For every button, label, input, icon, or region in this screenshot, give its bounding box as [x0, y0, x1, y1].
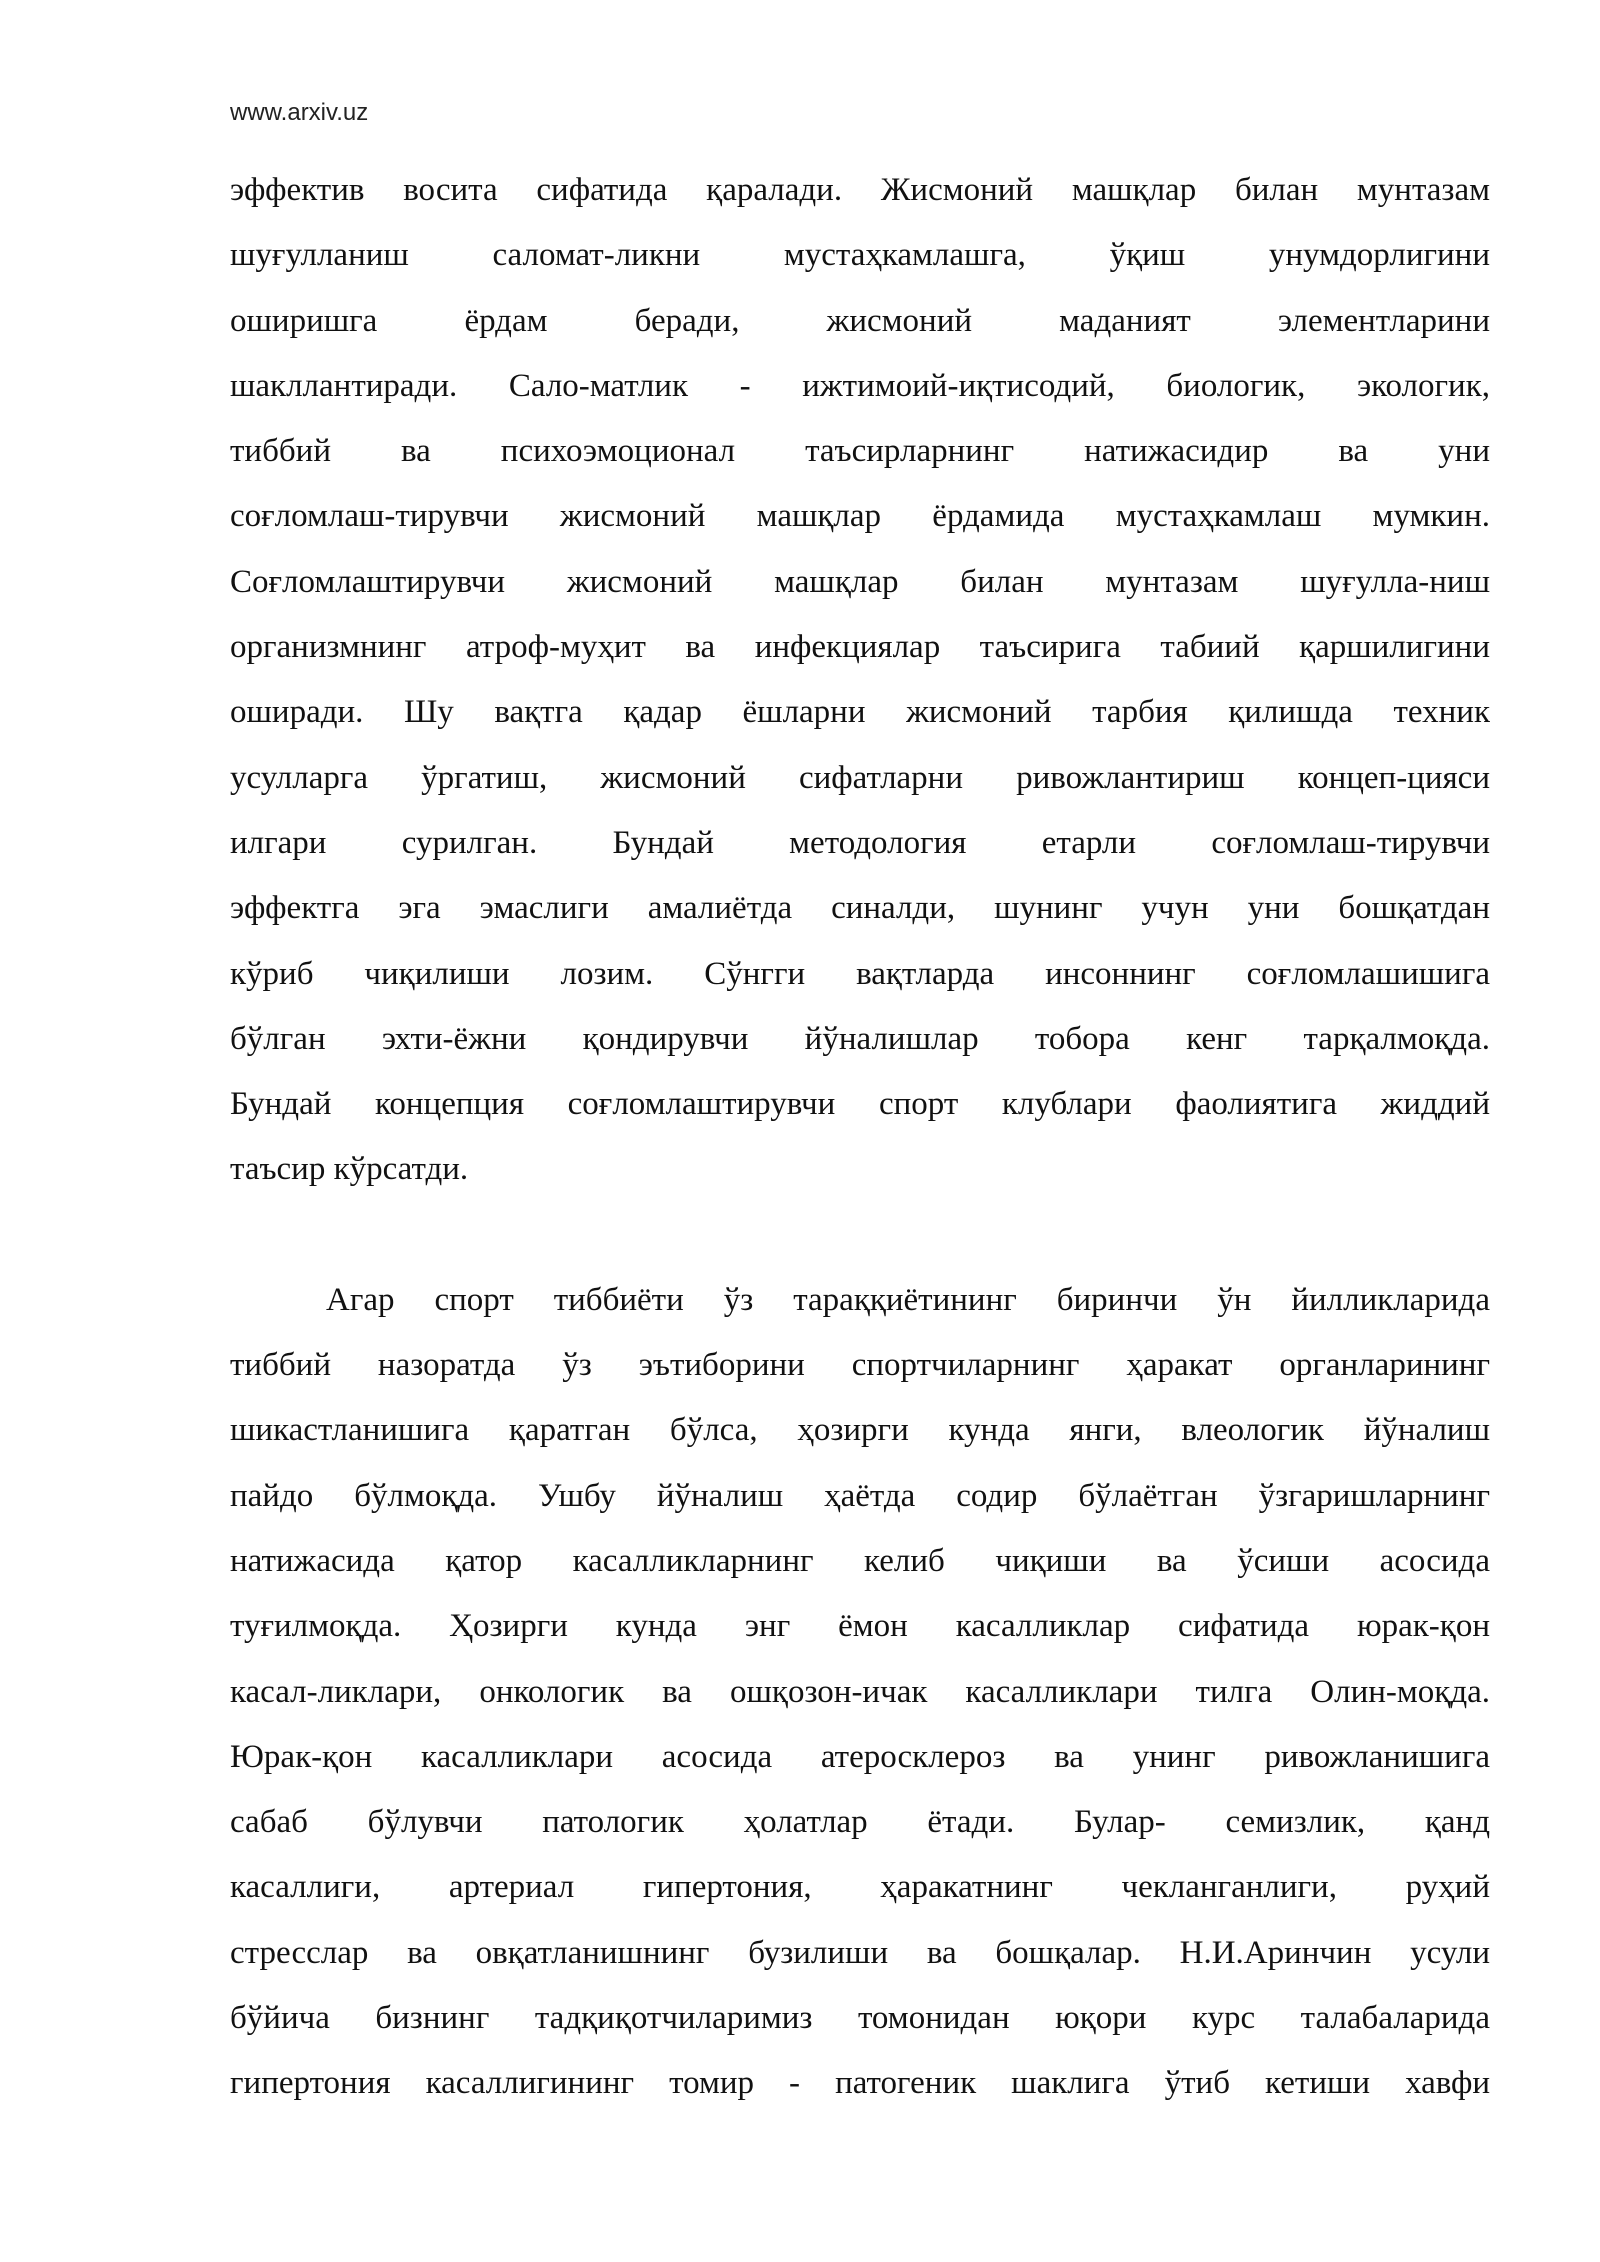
text-line: кўриб чиқилиши лозим. Сўнгги вақтларда инсоннинг соғломлашишига: [230, 955, 1490, 992]
text-line: эффектив восита сифатида қаралади. Жисмоний машқлар билан мунтазам: [230, 172, 1490, 208]
text-line: тиббий ва психоэмоционал таъсирларнинг натижасидир ва уни: [230, 433, 1490, 470]
paragraph-1: [230, 158, 1490, 1203]
document-body: [230, 158, 1490, 2117]
text-line: стресслар ва овқатланишнинг бузилиши ва бошқалар. Н.И.Аринчин усули: [230, 1934, 1490, 1971]
text-line: организмнинг атроф-муҳит ва инфекциялар таъсирига табиий қаршилигини: [230, 629, 1490, 666]
text-line: сабаб бўлувчи патологик ҳолатлар ётади. Булар- семизлик, қанд: [230, 1804, 1490, 1841]
text-line: шуғулланиш саломат-ликни мустаҳкамлашга, ўқиш унумдорлигини: [230, 237, 1490, 274]
text-line: шакллантиради. Сало-матлик - ижтимоий-иқтисодий, биологик, экологик,: [230, 367, 1490, 404]
header-url: www.arxiv.uz: [230, 99, 369, 126]
text-line: илгари сурилган. Бундай методология етарли соғломлаш-тирувчи: [230, 824, 1490, 861]
text-line: усулларга ўргатиш, жисмоний сифатларни ривожлантириш концеп-цияси: [230, 759, 1490, 796]
text-line: бўлган эхти-ёжни қондирувчи йўналишлар тобора кенг тарқалмоқда.: [230, 1020, 1490, 1057]
text-line: Юрак-қон касалликлари асосида атеросклероз ва унинг ривожланишига: [230, 1738, 1490, 1775]
text-line: соғломлаш-тирувчи жисмоний машқлар ёрдамида мустаҳкамлаш мумкин.: [230, 498, 1490, 535]
text-line: туғилмоқда. Ҳозирги кунда энг ёмон касалликлар сифатида юрак-қон: [230, 1608, 1490, 1645]
paragraph-gap: [230, 1203, 1490, 1268]
paragraph-2: [230, 1268, 1490, 2117]
text-line: пайдо бўлмоқда. Ушбу йўналиш ҳаётда содир бўлаётган ўзгаришларнинг: [230, 1477, 1490, 1514]
text-line: гипертония касаллигининг томир - патогеник шаклига ўтиб кетиши хавфи: [230, 2065, 1490, 2102]
text-line: бўйича бизнинг тадқиқотчиларимиз томонидан юқори курс талабаларида: [230, 2000, 1490, 2037]
text-line: эффектга эга эмаслиги амалиётда синалди, шунинг учун уни бошқатдан: [230, 890, 1490, 927]
text-line: натижасида қатор касалликларнинг келиб чиқиши ва ўсиши асосида: [230, 1542, 1490, 1579]
text-line: шикастланишига қаратган бўлса, ҳозирги кунда янги, влеологик йўналиш: [230, 1412, 1490, 1449]
text-line: касал-ликлари, онкологик ва ошқозон-ичак касалликлари тилга Олин-моқда.: [230, 1673, 1490, 1710]
text-line: тиббий назоратда ўз эътиборини спортчиларнинг ҳаракат органларининг: [230, 1347, 1490, 1384]
text-line: Бундай концепция соғломлаштирувчи спорт клублари фаолиятига жиддий: [230, 1086, 1490, 1123]
text-line: таъсир кўрсатди.: [230, 1151, 469, 1188]
text-line: Агар спорт тиббиёти ўз тараққиётининг биринчи ўн йилликларида: [326, 1281, 1490, 1318]
text-line: оширишга ёрдам беради, жисмоний маданият элементларини: [230, 302, 1490, 339]
text-line: Соғломлаштирувчи жисмоний машқлар билан мунтазам шуғулла-ниш: [230, 563, 1490, 600]
text-line: касаллиги, артериал гипертония, ҳаракатнинг чекланганлиги, руҳий: [230, 1869, 1490, 1906]
text-line: оширади. Шу вақтга қадар ёшларни жисмоний тарбия қилишда техник: [230, 694, 1490, 731]
